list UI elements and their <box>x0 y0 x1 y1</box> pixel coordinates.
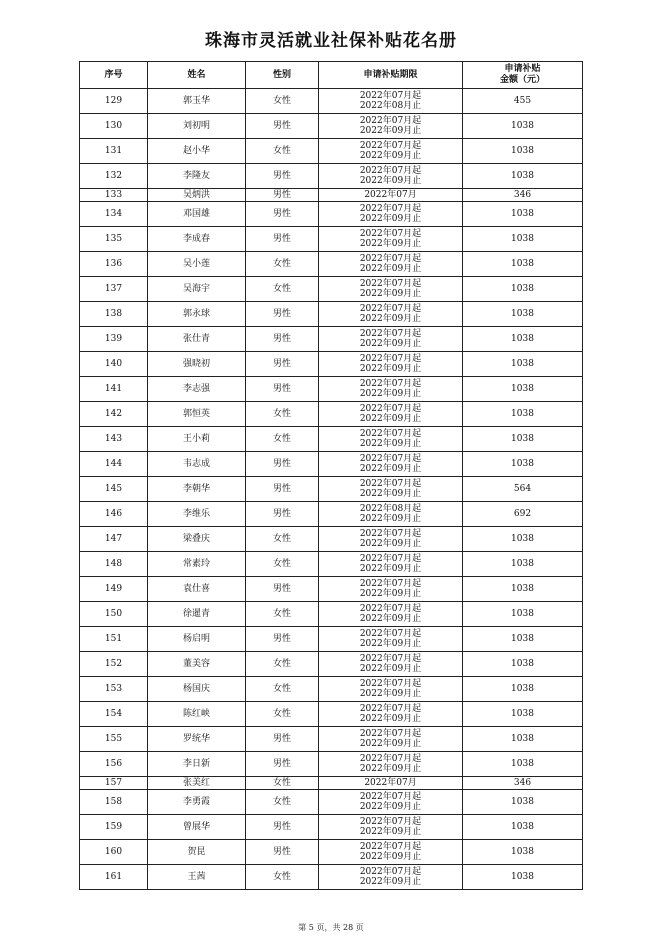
row-period <box>319 352 463 377</box>
row-amount: 1038 <box>463 252 583 277</box>
row-amount: 1038 <box>463 227 583 252</box>
row-period <box>319 139 463 164</box>
row-name: 吴炳洪 <box>148 189 246 202</box>
period-start: 2022年07月起 <box>359 729 422 739</box>
row-gender: 女性 <box>246 252 319 277</box>
table-row <box>80 202 583 227</box>
row-period <box>319 502 463 527</box>
period-start: 2022年07月起 <box>359 354 422 364</box>
period-end: 2022年09月止 <box>359 689 422 699</box>
period-start: 2022年07月 <box>364 190 417 200</box>
row-period <box>319 477 463 502</box>
table-row <box>80 139 583 164</box>
period-start: 2022年07月起 <box>359 754 422 764</box>
period-start: 2022年07月起 <box>359 429 422 439</box>
period-end: 2022年09月止 <box>359 739 422 749</box>
row-index: 154 <box>80 702 148 727</box>
period-end: 2022年09月止 <box>359 439 422 449</box>
row-index: 131 <box>80 139 148 164</box>
period-start: 2022年07月起 <box>359 792 422 802</box>
row-index: 135 <box>80 227 148 252</box>
period-start: 2022年07月起 <box>359 379 422 389</box>
row-period <box>319 164 463 189</box>
table-row <box>80 189 583 202</box>
period-end: 2022年09月止 <box>359 639 422 649</box>
period-start: 2022年07月起 <box>359 704 422 714</box>
period-start: 2022年07月起 <box>359 604 422 614</box>
row-period <box>319 815 463 840</box>
row-gender: 女性 <box>246 277 319 302</box>
table-row <box>80 164 583 189</box>
table-row <box>80 552 583 577</box>
row-gender: 男性 <box>246 377 319 402</box>
row-amount: 1038 <box>463 602 583 627</box>
table-row <box>80 577 583 602</box>
row-amount: 346 <box>463 189 583 202</box>
row-name: 郭玉华 <box>148 89 246 114</box>
period-start: 2022年07月起 <box>359 554 422 564</box>
period-end: 2022年09月止 <box>359 489 422 499</box>
period-start: 2022年08月起 <box>359 504 422 514</box>
row-index: 140 <box>80 352 148 377</box>
header-amount <box>463 62 583 89</box>
row-period <box>319 114 463 139</box>
row-amount: 1038 <box>463 352 583 377</box>
row-amount: 1038 <box>463 677 583 702</box>
row-gender: 男性 <box>246 502 319 527</box>
period-start: 2022年07月起 <box>359 254 422 264</box>
row-amount: 1038 <box>463 302 583 327</box>
row-period <box>319 189 463 202</box>
row-amount: 564 <box>463 477 583 502</box>
subsidy-roster-table <box>79 61 583 890</box>
period-end: 2022年09月止 <box>359 877 422 887</box>
period-end: 2022年09月止 <box>359 364 422 374</box>
row-gender: 女性 <box>246 652 319 677</box>
period-end: 2022年09月止 <box>359 314 422 324</box>
period-start: 2022年07月起 <box>359 867 422 877</box>
table-row <box>80 327 583 352</box>
row-index: 155 <box>80 727 148 752</box>
period-end: 2022年09月止 <box>359 802 422 812</box>
row-name: 梁叠庆 <box>148 527 246 552</box>
row-gender: 男性 <box>246 627 319 652</box>
period-end: 2022年09月止 <box>359 539 422 549</box>
table-row <box>80 727 583 752</box>
period-end: 2022年09月止 <box>359 664 422 674</box>
row-period <box>319 452 463 477</box>
row-gender: 男性 <box>246 727 319 752</box>
table-row <box>80 627 583 652</box>
period-end: 2022年09月止 <box>359 827 422 837</box>
row-name: 张美红 <box>148 777 246 790</box>
header-index: 序号 <box>80 62 148 89</box>
period-end: 2022年09月止 <box>359 264 422 274</box>
table-row <box>80 452 583 477</box>
row-name: 杨启明 <box>148 627 246 652</box>
period-end: 2022年09月止 <box>359 389 422 399</box>
period-start: 2022年07月起 <box>359 817 422 827</box>
period-end: 2022年09月止 <box>359 464 422 474</box>
row-amount: 1038 <box>463 727 583 752</box>
row-index: 138 <box>80 302 148 327</box>
period-start: 2022年07月起 <box>359 166 422 176</box>
period-start: 2022年07月 <box>364 778 417 788</box>
row-period <box>319 552 463 577</box>
row-amount: 1038 <box>463 702 583 727</box>
row-gender: 男性 <box>246 189 319 202</box>
row-gender: 男性 <box>246 202 319 227</box>
header-period: 申请补贴期限 <box>319 62 463 89</box>
row-gender: 男性 <box>246 752 319 777</box>
row-amount: 1038 <box>463 577 583 602</box>
table-row <box>80 89 583 114</box>
row-gender: 男性 <box>246 840 319 865</box>
row-period <box>319 89 463 114</box>
row-amount: 1038 <box>463 139 583 164</box>
row-index: 156 <box>80 752 148 777</box>
row-amount: 692 <box>463 502 583 527</box>
table-row <box>80 752 583 777</box>
row-period <box>319 727 463 752</box>
period-end: 2022年09月止 <box>359 214 422 224</box>
period-end: 2022年08月止 <box>359 101 422 111</box>
row-period <box>319 302 463 327</box>
row-name: 韦志成 <box>148 452 246 477</box>
table-row <box>80 252 583 277</box>
table-row <box>80 302 583 327</box>
table-header-row <box>80 62 583 89</box>
table-row <box>80 277 583 302</box>
row-name: 郭永球 <box>148 302 246 327</box>
row-period <box>319 402 463 427</box>
period-end: 2022年09月止 <box>359 339 422 349</box>
table-row <box>80 402 583 427</box>
row-gender: 男性 <box>246 477 319 502</box>
period-start: 2022年07月起 <box>359 91 422 101</box>
table-row <box>80 677 583 702</box>
page-footer: 第 5 页，共 28 页 <box>298 923 364 932</box>
row-period <box>319 377 463 402</box>
row-period <box>319 677 463 702</box>
page-title: 珠海市灵活就业社保补贴花名册 <box>205 31 457 51</box>
row-index: 159 <box>80 815 148 840</box>
period-start: 2022年07月起 <box>359 842 422 852</box>
row-amount: 1038 <box>463 427 583 452</box>
row-gender: 男性 <box>246 452 319 477</box>
period-end: 2022年09月止 <box>359 239 422 249</box>
row-name: 李志强 <box>148 377 246 402</box>
row-index: 143 <box>80 427 148 452</box>
row-period <box>319 527 463 552</box>
row-amount: 1038 <box>463 840 583 865</box>
row-amount: 1038 <box>463 552 583 577</box>
header-amount-line2: 金额（元） <box>499 75 545 85</box>
table-row <box>80 502 583 527</box>
row-amount: 1038 <box>463 402 583 427</box>
table-row <box>80 477 583 502</box>
row-name: 王小莉 <box>148 427 246 452</box>
row-gender: 女性 <box>246 552 319 577</box>
period-end: 2022年09月止 <box>359 414 422 424</box>
row-period <box>319 202 463 227</box>
row-name: 李隆友 <box>148 164 246 189</box>
row-gender: 男性 <box>246 114 319 139</box>
row-amount: 1038 <box>463 865 583 890</box>
period-start: 2022年07月起 <box>359 404 422 414</box>
row-name: 李朝华 <box>148 477 246 502</box>
period-start: 2022年07月起 <box>359 116 422 126</box>
row-index: 150 <box>80 602 148 627</box>
row-name: 常素玲 <box>148 552 246 577</box>
period-start: 2022年07月起 <box>359 479 422 489</box>
row-amount: 1038 <box>463 377 583 402</box>
row-name: 刘初明 <box>148 114 246 139</box>
period-end: 2022年09月止 <box>359 764 422 774</box>
period-start: 2022年07月起 <box>359 629 422 639</box>
header-amount-line1: 申请补贴 <box>504 64 541 74</box>
row-period <box>319 652 463 677</box>
table-row <box>80 114 583 139</box>
row-period <box>319 790 463 815</box>
row-index: 132 <box>80 164 148 189</box>
row-gender: 女性 <box>246 790 319 815</box>
row-period <box>319 602 463 627</box>
row-period <box>319 327 463 352</box>
row-gender: 女性 <box>246 702 319 727</box>
row-amount: 455 <box>463 89 583 114</box>
row-name: 徐暹青 <box>148 602 246 627</box>
period-end: 2022年09月止 <box>359 564 422 574</box>
row-name: 王茜 <box>148 865 246 890</box>
row-index: 137 <box>80 277 148 302</box>
row-index: 160 <box>80 840 148 865</box>
row-amount: 1038 <box>463 652 583 677</box>
row-gender: 男性 <box>246 352 319 377</box>
row-name: 贺昆 <box>148 840 246 865</box>
table-row <box>80 840 583 865</box>
row-index: 158 <box>80 790 148 815</box>
row-gender: 男性 <box>246 815 319 840</box>
row-index: 129 <box>80 89 148 114</box>
row-index: 134 <box>80 202 148 227</box>
row-amount: 1038 <box>463 452 583 477</box>
row-name: 强晓初 <box>148 352 246 377</box>
row-amount: 1038 <box>463 114 583 139</box>
row-gender: 女性 <box>246 139 319 164</box>
period-start: 2022年07月起 <box>359 579 422 589</box>
row-amount: 1038 <box>463 627 583 652</box>
row-period <box>319 752 463 777</box>
period-end: 2022年09月止 <box>359 151 422 161</box>
table-row <box>80 427 583 452</box>
row-amount: 1038 <box>463 327 583 352</box>
row-name: 李维乐 <box>148 502 246 527</box>
row-index: 145 <box>80 477 148 502</box>
row-period <box>319 277 463 302</box>
row-index: 157 <box>80 777 148 790</box>
row-index: 139 <box>80 327 148 352</box>
row-period <box>319 840 463 865</box>
table-row <box>80 790 583 815</box>
row-index: 151 <box>80 627 148 652</box>
row-gender: 女性 <box>246 427 319 452</box>
row-period <box>319 702 463 727</box>
table-row <box>80 777 583 790</box>
row-index: 133 <box>80 189 148 202</box>
row-name: 陈红峡 <box>148 702 246 727</box>
row-index: 146 <box>80 502 148 527</box>
row-name: 袁仕喜 <box>148 577 246 602</box>
table-row <box>80 602 583 627</box>
row-index: 161 <box>80 865 148 890</box>
row-name: 董美容 <box>148 652 246 677</box>
period-start: 2022年07月起 <box>359 204 422 214</box>
table-row <box>80 865 583 890</box>
row-index: 142 <box>80 402 148 427</box>
period-start: 2022年07月起 <box>359 304 422 314</box>
period-end: 2022年09月止 <box>359 714 422 724</box>
row-index: 153 <box>80 677 148 702</box>
period-start: 2022年07月起 <box>359 329 422 339</box>
period-end: 2022年09月止 <box>359 614 422 624</box>
row-index: 149 <box>80 577 148 602</box>
period-end: 2022年09月止 <box>359 852 422 862</box>
period-end: 2022年09月止 <box>359 126 422 136</box>
row-index: 144 <box>80 452 148 477</box>
row-name: 罗统华 <box>148 727 246 752</box>
row-amount: 1038 <box>463 752 583 777</box>
row-period <box>319 227 463 252</box>
row-name: 吴小莲 <box>148 252 246 277</box>
row-gender: 女性 <box>246 89 319 114</box>
period-end: 2022年09月止 <box>359 289 422 299</box>
table-row <box>80 227 583 252</box>
row-index: 136 <box>80 252 148 277</box>
period-start: 2022年07月起 <box>359 229 422 239</box>
row-index: 130 <box>80 114 148 139</box>
row-name: 曾展华 <box>148 815 246 840</box>
row-gender: 男性 <box>246 577 319 602</box>
row-gender: 女性 <box>246 527 319 552</box>
row-index: 141 <box>80 377 148 402</box>
row-amount: 1038 <box>463 164 583 189</box>
row-amount: 1038 <box>463 277 583 302</box>
row-gender: 女性 <box>246 402 319 427</box>
row-name: 张仕青 <box>148 327 246 352</box>
period-end: 2022年09月止 <box>359 589 422 599</box>
period-start: 2022年07月起 <box>359 279 422 289</box>
row-name: 吴海宇 <box>148 277 246 302</box>
period-start: 2022年07月起 <box>359 141 422 151</box>
table-row <box>80 377 583 402</box>
period-start: 2022年07月起 <box>359 654 422 664</box>
row-gender: 男性 <box>246 164 319 189</box>
row-period <box>319 427 463 452</box>
row-name: 李日新 <box>148 752 246 777</box>
row-gender: 女性 <box>246 865 319 890</box>
period-end: 2022年09月止 <box>359 514 422 524</box>
row-name: 李勇霞 <box>148 790 246 815</box>
table-row <box>80 815 583 840</box>
row-gender: 男性 <box>246 302 319 327</box>
row-gender: 女性 <box>246 677 319 702</box>
row-index: 152 <box>80 652 148 677</box>
table-row <box>80 352 583 377</box>
row-amount: 1038 <box>463 527 583 552</box>
row-gender: 女性 <box>246 777 319 790</box>
row-amount: 1038 <box>463 202 583 227</box>
row-period <box>319 865 463 890</box>
period-start: 2022年07月起 <box>359 679 422 689</box>
row-period <box>319 627 463 652</box>
period-end: 2022年09月止 <box>359 176 422 186</box>
table-row <box>80 702 583 727</box>
row-gender: 男性 <box>246 227 319 252</box>
row-name: 赵小华 <box>148 139 246 164</box>
row-index: 148 <box>80 552 148 577</box>
period-start: 2022年07月起 <box>359 529 422 539</box>
row-gender: 男性 <box>246 327 319 352</box>
row-name: 李成春 <box>148 227 246 252</box>
row-amount: 1038 <box>463 790 583 815</box>
row-amount: 1038 <box>463 815 583 840</box>
row-name: 郭恒英 <box>148 402 246 427</box>
row-index: 147 <box>80 527 148 552</box>
header-gender: 性别 <box>246 62 319 89</box>
row-period <box>319 252 463 277</box>
row-name: 杨国庆 <box>148 677 246 702</box>
row-amount: 346 <box>463 777 583 790</box>
row-name: 邓国雄 <box>148 202 246 227</box>
table-row <box>80 527 583 552</box>
table-row <box>80 652 583 677</box>
row-period <box>319 577 463 602</box>
row-period <box>319 777 463 790</box>
header-name: 姓名 <box>148 62 246 89</box>
period-start: 2022年07月起 <box>359 454 422 464</box>
row-gender: 女性 <box>246 602 319 627</box>
